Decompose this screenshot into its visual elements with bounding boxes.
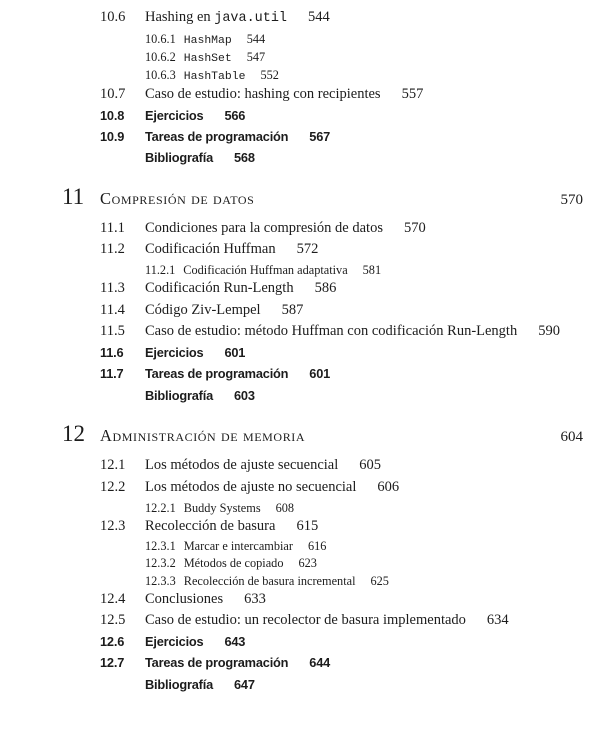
- entry-title: [145, 129, 288, 144]
- entry-title: [145, 220, 383, 237]
- entry-title-part: Tareas de programación: [145, 128, 289, 144]
- entry-title-part: HashSet: [183, 51, 232, 65]
- entry-number: 11.2: [100, 241, 125, 258]
- entry-title-part: java.util: [214, 11, 288, 26]
- entry-page: 601: [309, 366, 331, 382]
- toc-entry: [145, 150, 583, 165]
- entry-title-part: Bibliografía: [145, 676, 213, 692]
- entry-title-part: Conclusiones: [145, 590, 224, 607]
- entry-page: 590: [538, 323, 560, 340]
- chapter-heading: [62, 421, 583, 447]
- entry-title: [184, 32, 232, 47]
- toc-entry: [145, 32, 583, 47]
- entry-page: 608: [275, 500, 295, 515]
- toc-entry: [100, 457, 583, 474]
- entry-number: 11.6: [100, 345, 124, 361]
- entry-title: [145, 457, 338, 474]
- toc-entry: [100, 366, 583, 381]
- toc-entry: [145, 501, 583, 515]
- toc-entry: [145, 556, 583, 570]
- entry-title-part: Ejercicios: [145, 345, 204, 361]
- entry-page: 581: [362, 262, 382, 277]
- entry-title: [145, 612, 466, 629]
- entry-title-part: Métodos de copiado: [183, 556, 284, 571]
- entry-title-part: Marcar e intercambiar: [183, 539, 293, 554]
- entry-number: 10.9: [100, 128, 125, 144]
- entry-number: 11: [62, 183, 85, 209]
- entry-page: 570: [403, 219, 426, 236]
- entry-page: 606: [377, 478, 400, 495]
- entry-title: [145, 280, 294, 297]
- entry-title-part: Ejercicios: [145, 107, 204, 123]
- entry-page: 623: [298, 556, 317, 571]
- entry-page: 544: [308, 9, 330, 25]
- entry-number: 10.7: [100, 85, 126, 102]
- entry-title-part: Hashing en: [145, 9, 215, 25]
- entry-number: 10.6.1: [145, 31, 176, 46]
- toc-entry: [145, 263, 583, 277]
- entry-title: [145, 366, 288, 381]
- entry-number: 11.2.1: [145, 262, 176, 277]
- entry-title: [145, 388, 213, 403]
- entry-number: 12: [62, 421, 85, 447]
- entry-title: [145, 323, 517, 340]
- entry-number: 12.4: [100, 590, 126, 607]
- entry-number: 10.6.3: [145, 67, 176, 82]
- toc-entry: [100, 634, 583, 649]
- entry-title-part: Codificación Huffman: [145, 241, 276, 258]
- entry-page: 625: [370, 573, 389, 588]
- entry-number: 12.5: [100, 612, 126, 629]
- entry-page: 567: [309, 128, 331, 144]
- entry-title: [184, 556, 284, 570]
- entry-title-part: Los métodos de ajuste secuencial: [145, 457, 339, 474]
- entry-page: 568: [234, 150, 255, 166]
- entry-title-part: Caso de estudio: método Huffman con codificación Run-Length: [145, 323, 518, 340]
- entry-title: [145, 9, 287, 27]
- entry-number: 11.7: [100, 366, 124, 382]
- entry-page: 572: [296, 241, 319, 258]
- entry-number: 12.6: [100, 634, 125, 650]
- entry-title: Administración de memoria: [100, 426, 306, 446]
- entry-number: 10.6: [100, 9, 126, 25]
- entry-title: [145, 677, 213, 692]
- entry-title: [183, 263, 347, 277]
- entry-title: [145, 86, 381, 103]
- entry-page: 557: [401, 85, 424, 102]
- entry-number: 12.3.3: [145, 573, 176, 588]
- entry-title-part: Código Ziv-Lempel: [145, 301, 261, 318]
- entry-page: 544: [246, 31, 266, 46]
- toc-entry: [145, 68, 583, 83]
- entry-page: 634: [486, 612, 509, 629]
- toc-entry: [100, 9, 583, 27]
- entry-title-part: Recolección de basura: [145, 517, 276, 534]
- entry-title: [145, 479, 356, 496]
- toc-entry: [100, 86, 583, 103]
- entry-title: [184, 501, 261, 515]
- entry-page: 616: [308, 539, 327, 554]
- entry-title-part: Buddy Systems: [183, 500, 261, 515]
- entry-number: 11.3: [100, 280, 125, 297]
- entry-title: [145, 302, 261, 319]
- entry-title-part: Codificación Huffman adaptativa: [183, 262, 348, 277]
- entry-page: 647: [234, 676, 255, 692]
- entry-page: 601: [224, 345, 246, 361]
- toc-entry: [100, 323, 583, 340]
- entry-title-part: Recolección de basura incremental: [183, 573, 356, 588]
- entry-title-part: Bibliografía: [145, 150, 213, 166]
- toc-entry: [100, 280, 583, 297]
- entry-page: 586: [314, 280, 337, 297]
- entry-title-part: Los métodos de ajuste no secuencial: [145, 478, 357, 495]
- entry-title-part: Codificación Run-Length: [145, 280, 294, 297]
- toc-entry: [100, 479, 583, 496]
- toc-entry: [100, 612, 583, 629]
- toc-entry: [100, 129, 583, 144]
- toc-entry: [100, 345, 583, 360]
- entry-page: 587: [281, 301, 304, 318]
- entry-title-part: Ejercicios: [145, 634, 204, 650]
- entry-page: 547: [246, 49, 266, 64]
- entry-page: 566: [224, 107, 246, 123]
- entry-title: [184, 68, 246, 83]
- toc-entry: [145, 539, 583, 553]
- entry-number: 11.1: [100, 219, 125, 236]
- entry-title: [184, 539, 293, 553]
- entry-title-part: Caso de estudio: un recolector de basura implementado: [145, 612, 466, 629]
- entry-page: 615: [296, 517, 319, 534]
- toc-entry: [100, 108, 583, 123]
- entry-title-part: HashTable: [183, 69, 246, 83]
- entry-page: 633: [244, 590, 266, 607]
- entry-page: 604: [560, 429, 583, 446]
- entry-title: [145, 150, 213, 165]
- entry-page: 552: [260, 67, 279, 82]
- entry-title: [184, 50, 232, 65]
- toc-entry: [100, 302, 583, 319]
- entry-page: 643: [224, 634, 246, 650]
- entry-number: 12.3.1: [145, 539, 176, 554]
- entry-title: [145, 108, 203, 123]
- toc-entry: [100, 220, 583, 237]
- toc-entry: [145, 50, 583, 65]
- entry-number: 12.1: [100, 457, 126, 474]
- entry-title: [145, 345, 203, 360]
- entry-title-part: Caso de estudio: hashing con recipientes: [145, 85, 381, 102]
- entry-title-part: Condiciones para la compresión de datos: [145, 219, 383, 236]
- entry-page: 644: [309, 655, 331, 671]
- entry-title: Compresión de datos: [100, 188, 255, 208]
- entry-title: [145, 655, 288, 670]
- toc-entry: [100, 518, 583, 535]
- entry-number: 11.5: [100, 323, 125, 340]
- entry-title: [145, 518, 275, 535]
- entry-number: 12.3: [100, 517, 126, 534]
- entry-number: 11.4: [100, 301, 125, 318]
- entry-title: [145, 634, 203, 649]
- entry-number: 12.2.1: [145, 500, 176, 515]
- entry-page: 570: [560, 191, 583, 208]
- entry-title: [145, 591, 223, 608]
- toc-entry: [100, 591, 583, 608]
- toc-entry: [145, 574, 583, 588]
- entry-number: 10.8: [100, 107, 125, 123]
- entry-page: 603: [234, 387, 255, 403]
- entry-number: 12.7: [100, 655, 125, 671]
- entry-title: [145, 241, 276, 258]
- chapter-heading: [62, 184, 583, 210]
- entry-title-part: Tareas de programación: [145, 655, 289, 671]
- entry-number: 12.3.2: [145, 556, 176, 571]
- toc-entry: [100, 655, 583, 670]
- toc-entry: [145, 677, 583, 692]
- entry-number: 12.2: [100, 478, 126, 495]
- entry-title-part: Bibliografía: [145, 387, 213, 403]
- entry-number: 10.6.2: [145, 49, 176, 64]
- entry-title-part: Tareas de programación: [145, 366, 289, 382]
- toc-entry: [100, 241, 583, 258]
- entry-page: 605: [359, 457, 382, 474]
- toc-entry: [145, 388, 583, 403]
- entry-title: [184, 574, 356, 588]
- entry-title-part: HashMap: [183, 33, 232, 47]
